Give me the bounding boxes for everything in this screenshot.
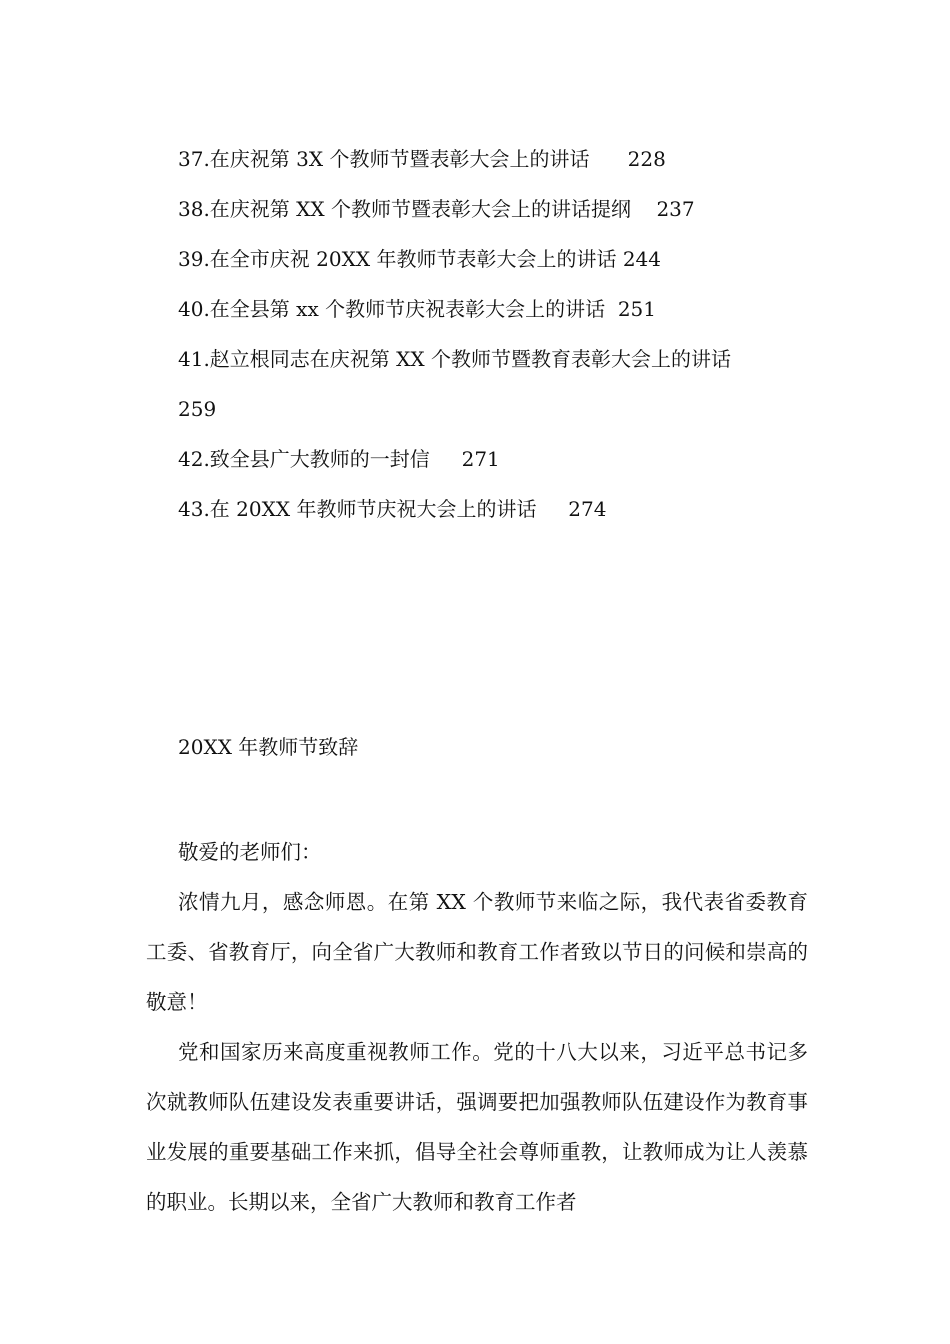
- toc-page-number: 274: [568, 497, 607, 521]
- toc-page-number: 259: [178, 397, 217, 421]
- toc-entry-title: 37.在庆祝第 3X 个教师节暨表彰大会上的讲话: [178, 147, 590, 171]
- toc-entry-41[interactable]: [178, 334, 818, 384]
- paragraph: 党和国家历来高度重视教师工作。党的十八大以来，习近平总书记多次就教师队伍建设发表重要讲话，强调要把加强教师队伍建设作为教育事业发展的重要基础工作来抓，倡导全社会尊师重教，让教师成为让人羡慕的职业。长期以来，全省广大教师和教育工作者: [146, 1040, 808, 1214]
- toc-entry-40[interactable]: [178, 284, 818, 334]
- toc-entry-title: 41.赵立根同志在庆祝第 XX 个教师节暨教育表彰大会上的讲话: [178, 347, 731, 371]
- toc-entry-title: 42.致全县广大教师的一封信: [178, 447, 430, 471]
- toc-entry-title: 43.在 20XX 年教师节庆祝大会上的讲话: [178, 497, 537, 521]
- toc-entry-39[interactable]: [178, 234, 818, 284]
- toc-page-number: 228: [627, 147, 666, 171]
- toc-entry-title: 39.在全市庆祝 20XX 年教师节表彰大会上的讲话: [178, 247, 617, 271]
- paragraph: 浓情九月，感念师恩。在第 XX 个教师节来临之际，我代表省委教育工委、省教育厅，向全省广大教师和教育工作者致以节日的问候和崇高的敬意！: [146, 890, 808, 1014]
- toc-entry-title: 40.在全县第 xx 个教师节庆祝表彰大会上的讲话: [178, 297, 606, 321]
- toc-page-number: 244: [622, 247, 661, 271]
- toc-entry-43[interactable]: [178, 484, 818, 534]
- toc-page-number: 271: [461, 447, 500, 471]
- salutation: 敬爱的老师们：: [178, 840, 322, 864]
- toc-entry-title: 38.在庆祝第 XX 个教师节暨表彰大会上的讲话提纲: [178, 197, 631, 221]
- document-body: [146, 827, 808, 1227]
- toc-page-number: 251: [617, 297, 656, 321]
- toc-entry-37[interactable]: [178, 134, 818, 184]
- toc-entry-41-page[interactable]: [178, 384, 818, 434]
- toc-entry-42[interactable]: [178, 434, 818, 484]
- toc-page-number: 237: [656, 197, 695, 221]
- toc-entry-38[interactable]: [178, 184, 818, 234]
- document-title: 20XX 年教师节致辞: [178, 735, 359, 759]
- table-of-contents: [178, 134, 818, 534]
